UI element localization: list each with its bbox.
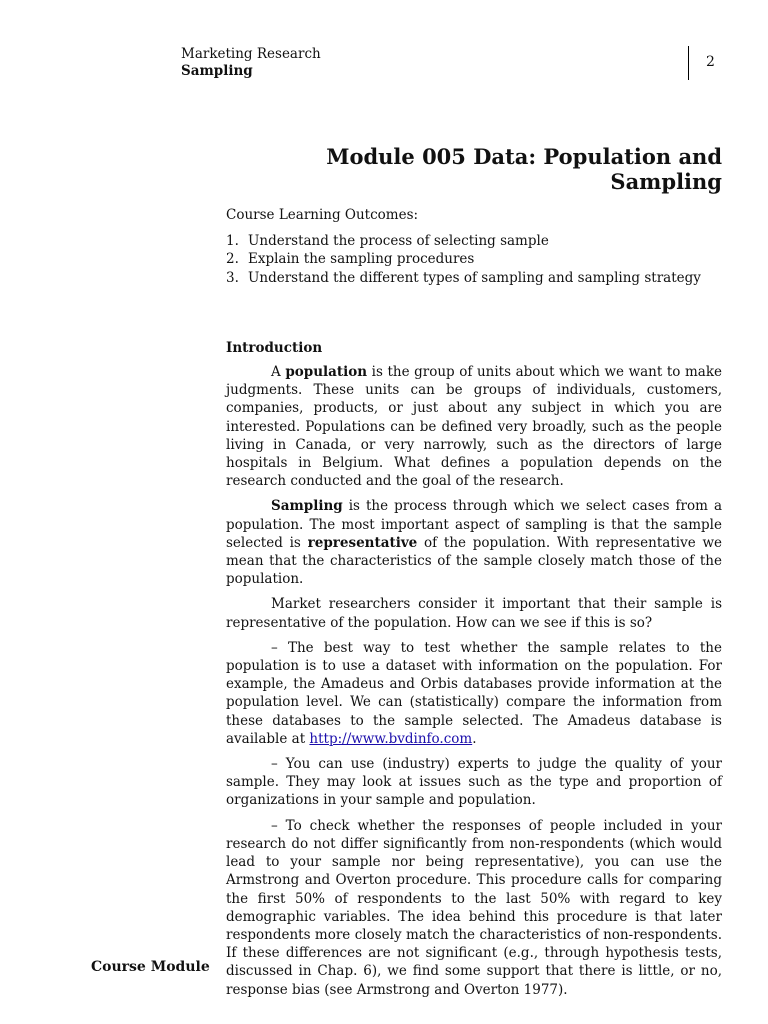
outcome-number: 1. <box>226 233 239 250</box>
term-representative: representative <box>307 534 418 551</box>
outcomes-list <box>226 232 722 287</box>
outcome-item <box>226 250 722 268</box>
outcome-text: Explain the sampling procedures <box>248 251 475 268</box>
paragraph-representative: Market researchers consider it important that their sample is representative of the population. How can we see if this is so? <box>226 596 722 631</box>
term-population: population <box>285 364 368 381</box>
paragraph-sampling: Sampling is the process through which we select cases from a population. The most important aspect of sampling is that the sample selected is representative of the population. With representative we mean that the characteristics of the sample closely match those of the population. <box>226 498 723 588</box>
paragraph-armstrong-overton: – To check whether the responses of people included in your research do not differ significantly from non-respondents (which would lead to your sample nor being representative), you can use the Armstrong and Overton procedure. This procedure calls for comparing the first 50% of respondents to the last 50% with regard to key demographic variables. The idea behind this procedure is that later respondents more closely match the characteristics of non-respondents. If these differences are not significant (e.g., through hypothesis tests, discussed in Chap. 6), we find some support that there is little, or no, response bias (see Armstrong and Overton 1977). <box>226 817 722 998</box>
main-content <box>226 206 722 1006</box>
term-sampling: Sampling <box>271 498 343 515</box>
paragraph-experts: – You can use (industry) experts to judge the quality of your sample. They may look at issues such as the type and proportion of organizations in your sample and population. <box>226 756 722 809</box>
paragraph-population: A population is the group of units about which we want to make judgments. These units can be groups of individuals, customers, companies, products, or just about any subject in which you are interested. Populations can be defined very broadly, such as the people living in Canada, or very narrowly, such as the directors of large hospitals in Belgium. What defines a population depends on the research conducted and the goal of the research. <box>226 364 723 490</box>
bvdinfo-link[interactable]: http://www.bvdinfo.com <box>309 730 473 747</box>
outcome-item <box>226 232 722 250</box>
section-heading: Introduction <box>226 339 323 356</box>
outcomes-label: Course Learning Outcomes: <box>226 207 419 223</box>
outcome-number: 3. <box>226 269 239 286</box>
outcome-text: Understand the process of selecting sample <box>248 233 549 250</box>
footer-label: Course Module <box>91 959 210 975</box>
section-name: Sampling <box>181 63 253 79</box>
page-number: 2 <box>706 54 715 70</box>
running-header <box>181 46 321 80</box>
module-title: Module 005 Data: Population and Sampling <box>326 144 722 194</box>
outcome-number: 2. <box>226 251 239 268</box>
course-name: Marketing Research <box>181 46 321 62</box>
outcome-text: Understand the different types of sampling and sampling strategy <box>248 269 701 286</box>
header-divider <box>688 46 689 80</box>
outcome-item <box>226 269 722 287</box>
paragraph-dataset-test: – The best way to test whether the sample relates to the population is to use a dataset with information on the population. For example, the Amadeus and Orbis databases provide information at the population level. We can (statistically) compare the information from these databases to the sample selected. The Amadeus database is available at http://www.bvdinfo.com. <box>226 639 722 747</box>
